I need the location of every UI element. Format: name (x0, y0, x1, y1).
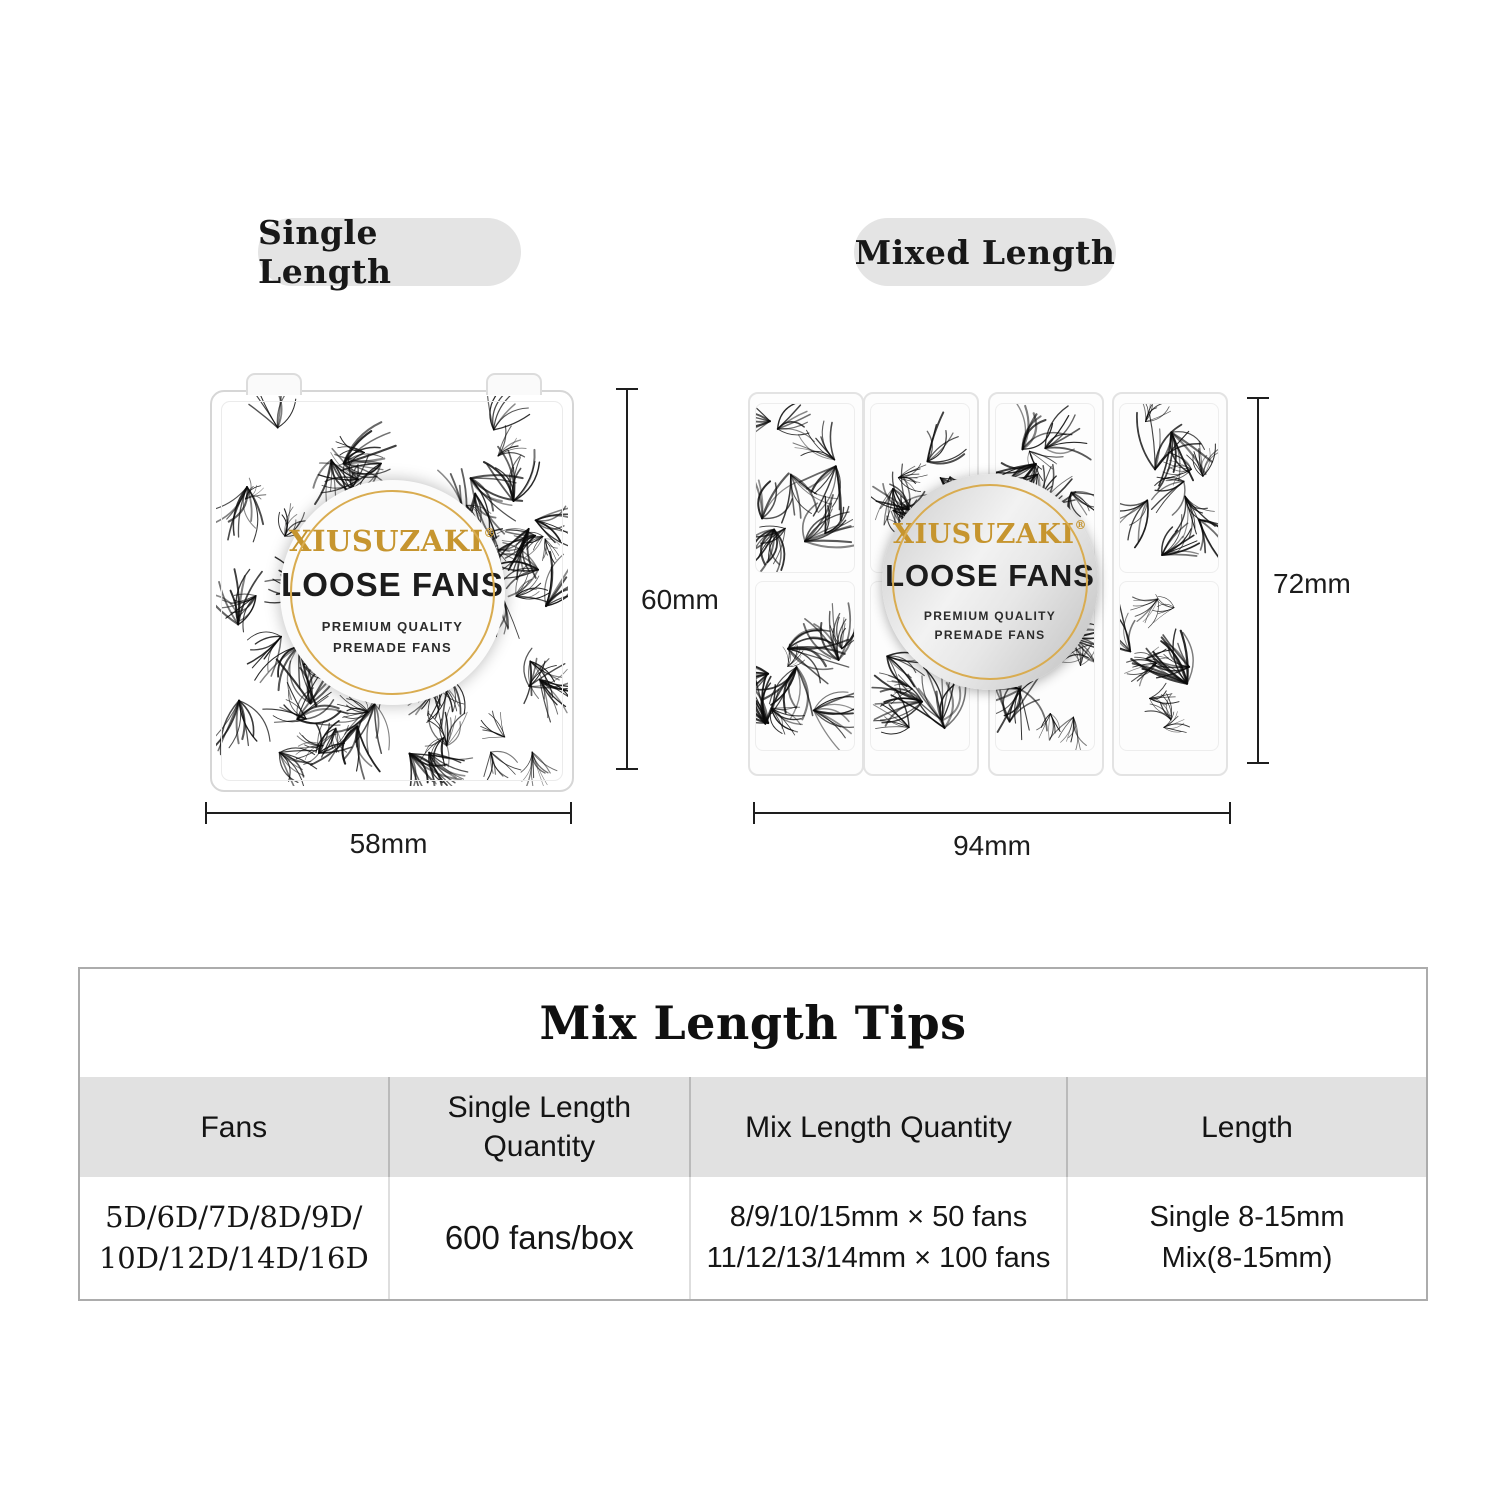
label-tagline: PREMIUM QUALITY PREMADE FANS (923, 609, 1057, 642)
column-header-fans: Fans (80, 1077, 390, 1177)
lash-compartment (1119, 581, 1219, 751)
column-header-length: Length (1068, 1077, 1426, 1177)
gold-ring-icon (290, 490, 495, 695)
lash-fans-illustration (756, 582, 854, 750)
lash-compartment (1119, 403, 1219, 573)
mixed-length-badge-label: Mixed Length (854, 232, 1116, 272)
single-box-height-dimension-line (626, 388, 628, 770)
label-tagline: PREMIUM QUALITY PREMADE FANS (321, 619, 464, 655)
lash-fans-illustration (756, 404, 854, 572)
mixed-box-width-value: 94mm (953, 830, 1031, 861)
single-length-box-photo (210, 390, 574, 792)
box-hinge-icon (246, 373, 302, 395)
table-header-row (80, 1077, 1426, 1177)
cell-single-length-quantity: 600 fans/box (390, 1177, 692, 1299)
registered-mark: ® (483, 526, 497, 541)
product-name: LOOSE FANS (885, 558, 1095, 594)
single-box-width-dimension-line (205, 812, 572, 814)
box-hinge-icon (486, 373, 542, 395)
column-header-single-length-quantity: Single Length Quantity (390, 1077, 692, 1177)
cell-fans: 5D/6D/7D/8D/9D/ 10D/12D/14D/16D (80, 1177, 390, 1299)
brand-label-sticker (280, 480, 505, 705)
cell-mix-length-quantity: 8/9/10/15mm × 50 fans 11/12/13/14mm × 100 fans (691, 1177, 1068, 1299)
table-title: Mix Length Tips (539, 996, 967, 1050)
cell-length: Single 8-15mm Mix(8-15mm) (1149, 1200, 1345, 1274)
product-name: LOOSE FANS (281, 566, 504, 604)
single-box-width-value: 58mm (349, 828, 428, 859)
mixed-box-width-dimension-line (753, 812, 1231, 814)
brand-name: XIUSUZAKI® (288, 524, 497, 559)
mix-length-tips-table (78, 967, 1428, 1301)
mixed-box-height-dimension-line (1257, 397, 1259, 764)
mixed-length-box-photo (748, 392, 1232, 772)
brand-label-sticker (882, 474, 1098, 690)
lash-fans-illustration (1120, 404, 1218, 572)
single-length-badge (258, 213, 521, 291)
mixed-box-height-value: 72mm (1273, 568, 1351, 599)
box-compartment-strip (1112, 392, 1228, 776)
table-row (80, 1177, 1426, 1299)
single-length-badge-label: Single Length (258, 213, 392, 291)
mixed-length-badge (854, 218, 1116, 286)
column-header-mix-length-quantity: Mix Length Quantity (691, 1077, 1068, 1177)
single-box-height-value: 60mm (641, 584, 719, 615)
box-compartment-strip (748, 392, 864, 776)
brand-name: XIUSUZAKI® (893, 518, 1087, 551)
gold-ring-icon (892, 484, 1088, 680)
lash-compartment (755, 581, 855, 751)
registered-mark: ® (1074, 518, 1087, 533)
lash-compartment (755, 403, 855, 573)
lash-fans-illustration (1120, 582, 1218, 750)
